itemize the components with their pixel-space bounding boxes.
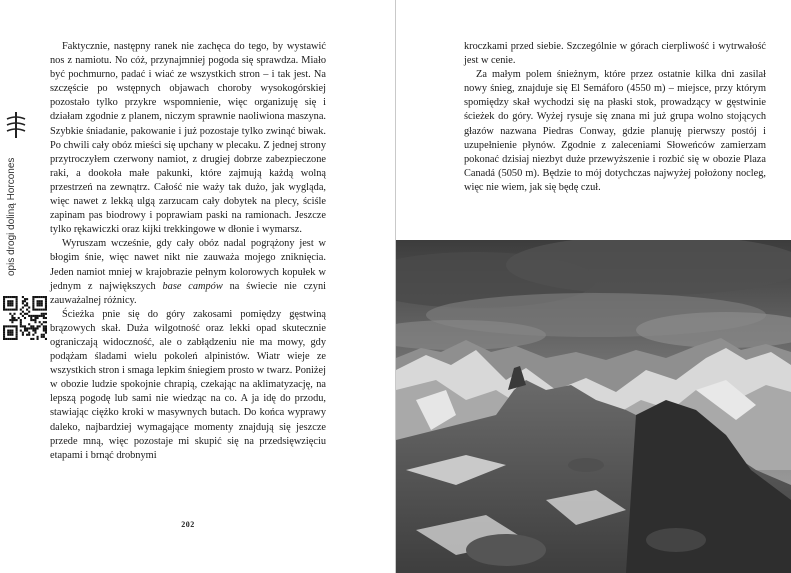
side-title-text: opis drogi doliną Horcones bbox=[6, 157, 17, 276]
page-number: 202 bbox=[181, 520, 195, 529]
italic-term: base campów bbox=[162, 280, 223, 292]
mountain-photo bbox=[396, 240, 791, 573]
side-running-title bbox=[4, 96, 26, 286]
paragraph-3: Ścieżka pnie się do góry zakosami pomiędzy gęstwiną brązowych skał. Duża wilgotność oraz lekki opad skutecznie ograniczają widoczność, ale o zabłądzeniu nie ma mowy, gdy podążam śladami wielu pokoleń alpinistów. Wiatr wieje ze wszystkich stron i smaga lepkim śniegiem prosto w twarz. Poniżej w obozie ludzie spokojnie chrapią, czekając na aklimatyzację, na lepszą pogodę lub sami nie wiedząc na co. A ja idę do przodu, stawiając ciężko kroki w masywnych butach. Do końca wyprawy daleko, najbardziej wymagające momenty znajdują się jeszcze przede mną, więc pozostaje mi skupić się na przedsięwzięciu etapami i brnąć drobnymi bbox=[50, 308, 326, 461]
right-page bbox=[396, 0, 791, 573]
paragraph-1: Faktycznie, następny ranek nie zachęca do tego, by wystawić nos z namiotu. No cóż, przynajmniej pogoda się sprawdza. Miało być pochmurno, padać i wiać ze wszystkich stron – i tak jest. Na szczęście po wstępnych objawach choroby wysokogórskiej pozostało tylko przykre wspomnienie, więc organizuję się i działam zgodnie z planem, niczym sprawnie naoliwiona maszyna. Szybkie śniadanie, pakowanie i już pozostaje tylko zwinąć biwak. Po chwili cały obóz mieści się upchany w plecaku. Z jednej strony przytroczyłem czerwony namiot, z drugiej dobrze zabezpieczone raki, a dookoła małe pakunki, które zajmują każdą wolną przestrzeń na zewnątrz. Całość nie waży tak dużo, jak wygląda, więc nawet z lekką ulgą zarzucam cały dobytek na plecy, ściśle zapinam pas biodrowy i poprawiam paski na ramionach. Jeszcze tylko rękawiczki oraz kijki trekkingowe w dłonie i wymarsz. bbox=[50, 41, 326, 236]
left-text-column bbox=[50, 40, 326, 463]
qr-code-icon bbox=[3, 296, 47, 340]
right-text-column bbox=[464, 40, 766, 195]
paragraph-continued: kroczkami przed siebie. Szczególnie w górach cierpliwość i wytrwałość jest w cenie. bbox=[464, 41, 766, 67]
paragraph-semaforo: Za małym polem śnieżnym, które przez ostatnie kilka dni zasilał nowy śnieg, znajduje się El Semáforo (4550 m) – miejsce, przy którym spomiędzy skał wychodzi się na płaski stok, prowadzący w gęstwinie ścieżek do góry. Wyżej rysuje się znana mi już grupa wolno stojących głazów nazwana Piedras Conway, gdzie planuję pierwszy postój i uzupełnienie płynów. Zgodnie z zaleceniami Słoweńców zamierzam pokonać dzisiaj niezbyt duże przewyższenie i rozbić się w obozie Plaza Canadá (5050 m). Będzie to mój dotychczas najwyżej położony nocleg, więc nie wiem, jak się będę czuł. bbox=[464, 69, 766, 193]
paragraph-2-part-2: na świecie nie czyni zauważalnej różnicy. bbox=[50, 280, 326, 306]
left-page bbox=[0, 0, 395, 573]
paragraph-2-part-1: Wyruszam wcześnie, gdy cały obóz nadal pogrążony jest w błogim śnie, więc nawet nikt nie zauważa mojego zniknięcia. Jeden namiot mniej w krajobrazie pełnym kolorowych kopułek w jednym z największych bbox=[50, 238, 326, 292]
paragraph-2 bbox=[50, 237, 326, 307]
